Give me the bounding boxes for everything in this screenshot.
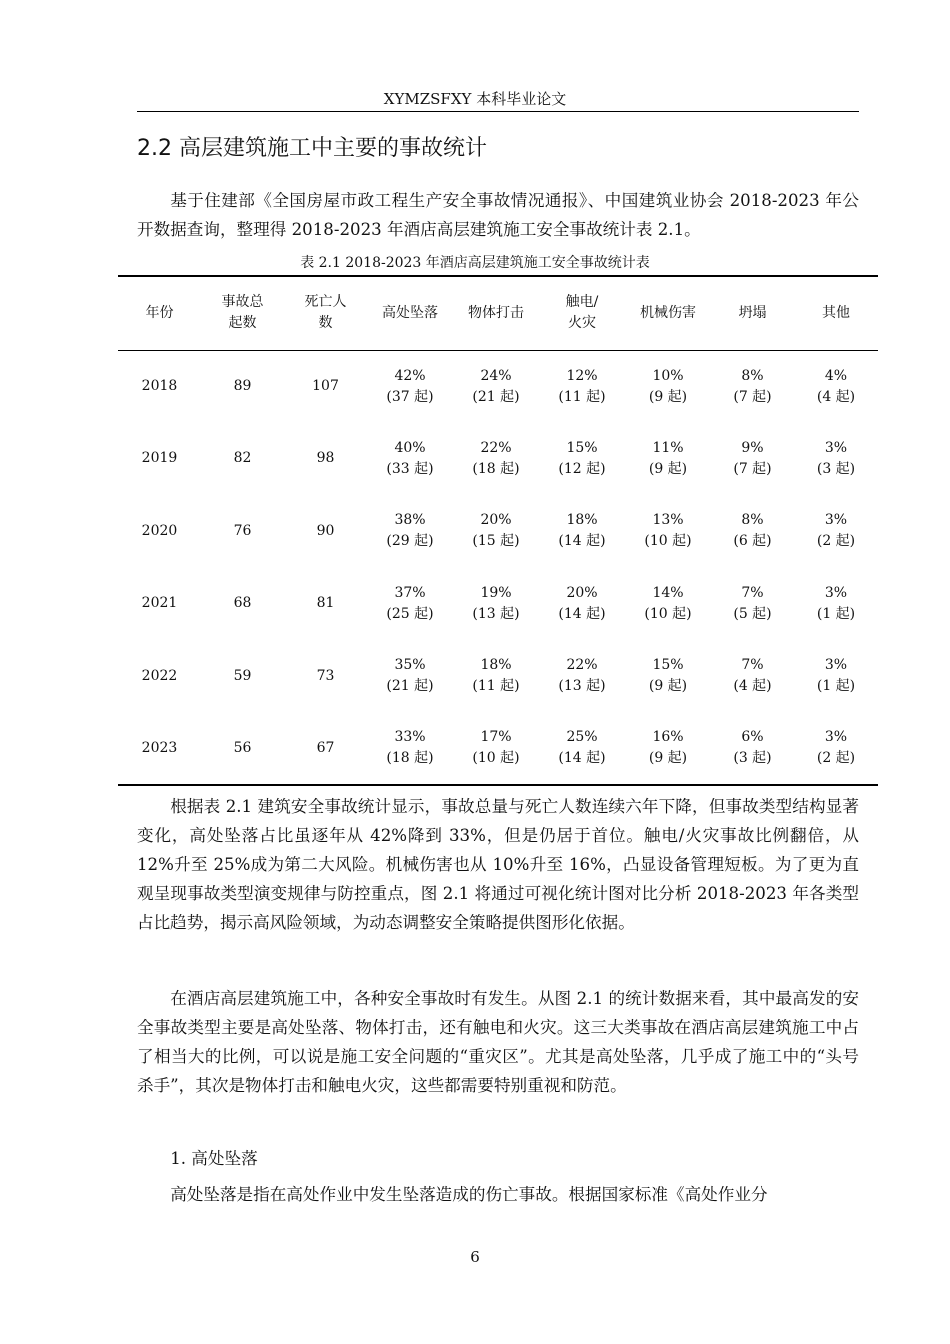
cell-percentage: 14% — [652, 584, 684, 601]
cell-count: (13 起) — [472, 605, 520, 622]
cell-count: (4 起) — [816, 388, 856, 405]
cell-count: (14 起) — [558, 605, 606, 622]
cell-percentage: 13% — [652, 512, 684, 529]
table-row — [118, 568, 878, 641]
cell-electric-fire — [539, 640, 625, 713]
cell-struck — [453, 350, 539, 423]
table-caption: 表 2.1 2018-2023 年酒店高层建筑施工安全事故统计表 — [300, 255, 650, 271]
cell-total: 76 — [233, 522, 252, 539]
cell-machinery — [625, 350, 711, 423]
cell-count: (3 起) — [816, 460, 856, 477]
table-header-row — [118, 276, 878, 350]
cell-fall — [367, 423, 453, 496]
cell-count: (14 起) — [558, 750, 606, 767]
header-electric-fire-label: 触电/火灾 — [565, 294, 599, 332]
cell-other — [794, 350, 878, 423]
cell-count: (10 起) — [644, 605, 692, 622]
cell-fall — [367, 640, 453, 713]
table-row — [118, 495, 878, 568]
cell-other — [794, 568, 878, 641]
cell-count: (21 起) — [386, 678, 434, 695]
cell-year: 2020 — [141, 522, 178, 539]
header-deaths-label: 死亡人数 — [304, 294, 347, 332]
cell-count: (10 起) — [644, 533, 692, 550]
cell-count: (18 起) — [472, 460, 520, 477]
cell-percentage: 17% — [480, 729, 512, 746]
cell-percentage: 18% — [480, 657, 512, 674]
cell-percentage: 3% — [824, 657, 848, 674]
cell-machinery — [625, 495, 711, 568]
header-rule — [137, 111, 859, 112]
cell-percentage: 20% — [566, 584, 598, 601]
accident-table-container — [118, 275, 878, 786]
cell-count: (11 起) — [558, 388, 606, 405]
cell-other — [794, 640, 878, 713]
cell-count: (4 起) — [733, 678, 772, 695]
cell-fall — [367, 350, 453, 423]
cell-count: (1 起) — [816, 678, 856, 695]
cell-deaths: 67 — [284, 713, 367, 786]
cell-percentage: 9% — [741, 439, 764, 456]
cell-struck — [453, 713, 539, 786]
cell-count: (9 起) — [648, 388, 688, 405]
cell-fall — [367, 495, 453, 568]
cell-count: (5 起) — [733, 605, 772, 622]
accident-statistics-table — [118, 275, 878, 786]
cell-collapse — [711, 423, 794, 496]
cell-electric-fire — [539, 568, 625, 641]
header-struck: 物体打击 — [453, 276, 539, 350]
cell-fall — [367, 713, 453, 786]
table-row — [118, 640, 878, 713]
table-row — [118, 713, 878, 786]
item-1-title: 1. 高处坠落 — [170, 1149, 258, 1168]
cell-count: (37 起) — [386, 388, 434, 405]
cell-count: (14 起) — [558, 533, 606, 550]
header-total-label: 事故总起数 — [221, 294, 264, 332]
section-heading: 2.2 高层建筑施工中主要的事故统计 — [137, 136, 487, 161]
cell-count: (9 起) — [648, 678, 688, 695]
cell-count: (29 起) — [386, 533, 434, 550]
cell-percentage: 8% — [741, 367, 764, 384]
cell-count: (6 起) — [733, 533, 772, 550]
cell-electric-fire — [539, 495, 625, 568]
cell-total: 89 — [233, 378, 252, 394]
cell-year: 2021 — [141, 595, 178, 612]
cell-percentage: 16% — [652, 729, 684, 746]
cell-count: (11 起) — [472, 678, 520, 695]
cell-struck — [453, 568, 539, 641]
cell-percentage: 3% — [824, 512, 848, 529]
page-header-title: XYMZSFXY 本科毕业论文 — [383, 90, 567, 108]
cell-percentage: 19% — [480, 584, 512, 601]
cell-electric-fire — [539, 423, 625, 496]
header-other: 其他 — [794, 276, 878, 350]
cell-percentage: 37% — [394, 584, 426, 601]
header-electric-fire — [539, 276, 625, 350]
cell-count: (3 起) — [733, 750, 772, 767]
cell-deaths: 73 — [316, 667, 335, 684]
cell-collapse — [711, 350, 794, 423]
cell-percentage: 10% — [652, 367, 684, 384]
cell-count: (25 起) — [386, 605, 434, 622]
cell-percentage: 4% — [824, 367, 848, 384]
cell-other — [794, 495, 878, 568]
cell-percentage: 24% — [480, 367, 512, 384]
cell-count: (33 起) — [386, 460, 434, 477]
cell-total: 68 — [233, 595, 252, 612]
cell-count: (18 起) — [386, 750, 434, 767]
cell-percentage: 6% — [741, 729, 764, 746]
cell-total: 59 — [233, 667, 252, 684]
cell-total: 82 — [233, 450, 252, 467]
cell-year: 2019 — [141, 450, 178, 467]
cell-deaths: 81 — [316, 595, 335, 612]
header-collapse: 坍塌 — [711, 276, 794, 350]
cell-percentage: 12% — [566, 367, 598, 384]
cell-deaths: 98 — [316, 450, 335, 467]
table-row — [118, 423, 878, 496]
analysis-paragraph: 根据表 2.1 建筑安全事故统计显示，事故总量与死亡人数连续六年下降，但事故类型结构显著变化，高处坠落占比虽逐年从 42%降到 33%，但是仍居于首位。触电/火灾事故比例翻倍，从 12%升至 25%成为第二大风险。机械伤害也从 10%升至 16%，凸显设备管理短板。为了更为直观呈现事故类型演变规律与防控重点，图 2.1 将通过可视化统计图对比分析 2018-2023 年各类型占比趋势，揭示高风险领域，为动态调整安全策略提供图形化依据。 — [137, 797, 859, 932]
page-number: 6 — [470, 1248, 480, 1266]
cell-count: (9 起) — [648, 460, 688, 477]
header-year: 年份 — [118, 276, 201, 350]
cell-collapse — [711, 568, 794, 641]
cell-count: (13 起) — [558, 678, 606, 695]
cell-deaths: 107 — [312, 378, 339, 394]
cell-count: (1 起) — [816, 605, 856, 622]
cell-percentage: 40% — [394, 439, 426, 456]
cell-percentage: 15% — [652, 657, 684, 674]
cell-percentage: 3% — [824, 584, 848, 601]
cell-percentage: 3% — [824, 439, 848, 456]
cell-year: 2018 — [141, 378, 178, 394]
cell-percentage: 18% — [566, 512, 598, 529]
cell-year: 2023 — [118, 713, 201, 786]
table-row — [118, 350, 878, 423]
cell-machinery — [625, 713, 711, 786]
cell-struck — [453, 423, 539, 496]
cell-percentage: 22% — [480, 439, 512, 456]
cell-collapse — [711, 495, 794, 568]
cell-collapse — [711, 640, 794, 713]
header-machinery: 机械伤害 — [625, 276, 711, 350]
cell-percentage: 15% — [566, 439, 598, 456]
cell-struck — [453, 640, 539, 713]
cell-count: (9 起) — [648, 750, 688, 767]
cell-count: (21 起) — [472, 388, 520, 405]
header-total — [201, 276, 284, 350]
cell-other — [794, 713, 878, 786]
cell-electric-fire — [539, 713, 625, 786]
discussion-paragraph: 在酒店高层建筑施工中，各种安全事故时有发生。从图 2.1 的统计数据来看，其中最高发的安全事故类型主要是高处坠落、物体打击，还有触电和火灾。这三大类事故在酒店高层建筑施工中占了相当大的比例，可以说是施工安全问题的“重灾区”。尤其是高处坠落，几乎成了施工中的“头号杀手”，其次是物体打击和触电火灾，这些都需要特别重视和防范。 — [137, 989, 859, 1095]
header-deaths — [284, 276, 367, 350]
cell-percentage: 35% — [394, 657, 426, 674]
header-fall: 高处坠落 — [367, 276, 453, 350]
cell-percentage: 25% — [566, 729, 598, 746]
cell-count: (2 起) — [816, 533, 856, 550]
cell-percentage: 38% — [394, 512, 426, 529]
cell-percentage: 3% — [824, 729, 848, 746]
cell-percentage: 7% — [741, 584, 764, 601]
cell-percentage: 42% — [394, 367, 426, 384]
cell-count: (2 起) — [816, 750, 856, 767]
cell-percentage: 11% — [652, 439, 684, 456]
cell-percentage: 33% — [394, 729, 426, 746]
intro-paragraph: 基于住建部《全国房屋市政工程生产安全事故情况通报》、中国建筑业协会 2018-2023 年公开数据查询，整理得 2018-2023 年酒店高层建筑施工安全事故统计表 2.1。 — [137, 191, 859, 239]
cell-count: (12 起) — [558, 460, 606, 477]
cell-percentage: 22% — [566, 657, 598, 674]
cell-collapse — [711, 713, 794, 786]
cell-count: (15 起) — [472, 533, 520, 550]
cell-total: 56 — [201, 713, 284, 786]
cell-percentage: 7% — [741, 657, 764, 674]
cell-percentage: 8% — [741, 512, 764, 529]
cell-count: (7 起) — [733, 460, 772, 477]
cell-machinery — [625, 423, 711, 496]
cell-struck — [453, 495, 539, 568]
cell-fall — [367, 568, 453, 641]
cell-other — [794, 423, 878, 496]
cell-deaths: 90 — [316, 522, 335, 539]
cell-count: (7 起) — [733, 388, 772, 405]
item-1-text: 高处坠落是指在高处作业中发生坠落造成的伤亡事故。根据国家标准《高处作业分 — [170, 1185, 768, 1204]
table-body — [118, 350, 878, 785]
cell-machinery — [625, 568, 711, 641]
cell-year: 2022 — [141, 667, 178, 684]
cell-percentage: 20% — [480, 512, 512, 529]
cell-machinery — [625, 640, 711, 713]
cell-count: (10 起) — [472, 750, 520, 767]
cell-electric-fire — [539, 350, 625, 423]
